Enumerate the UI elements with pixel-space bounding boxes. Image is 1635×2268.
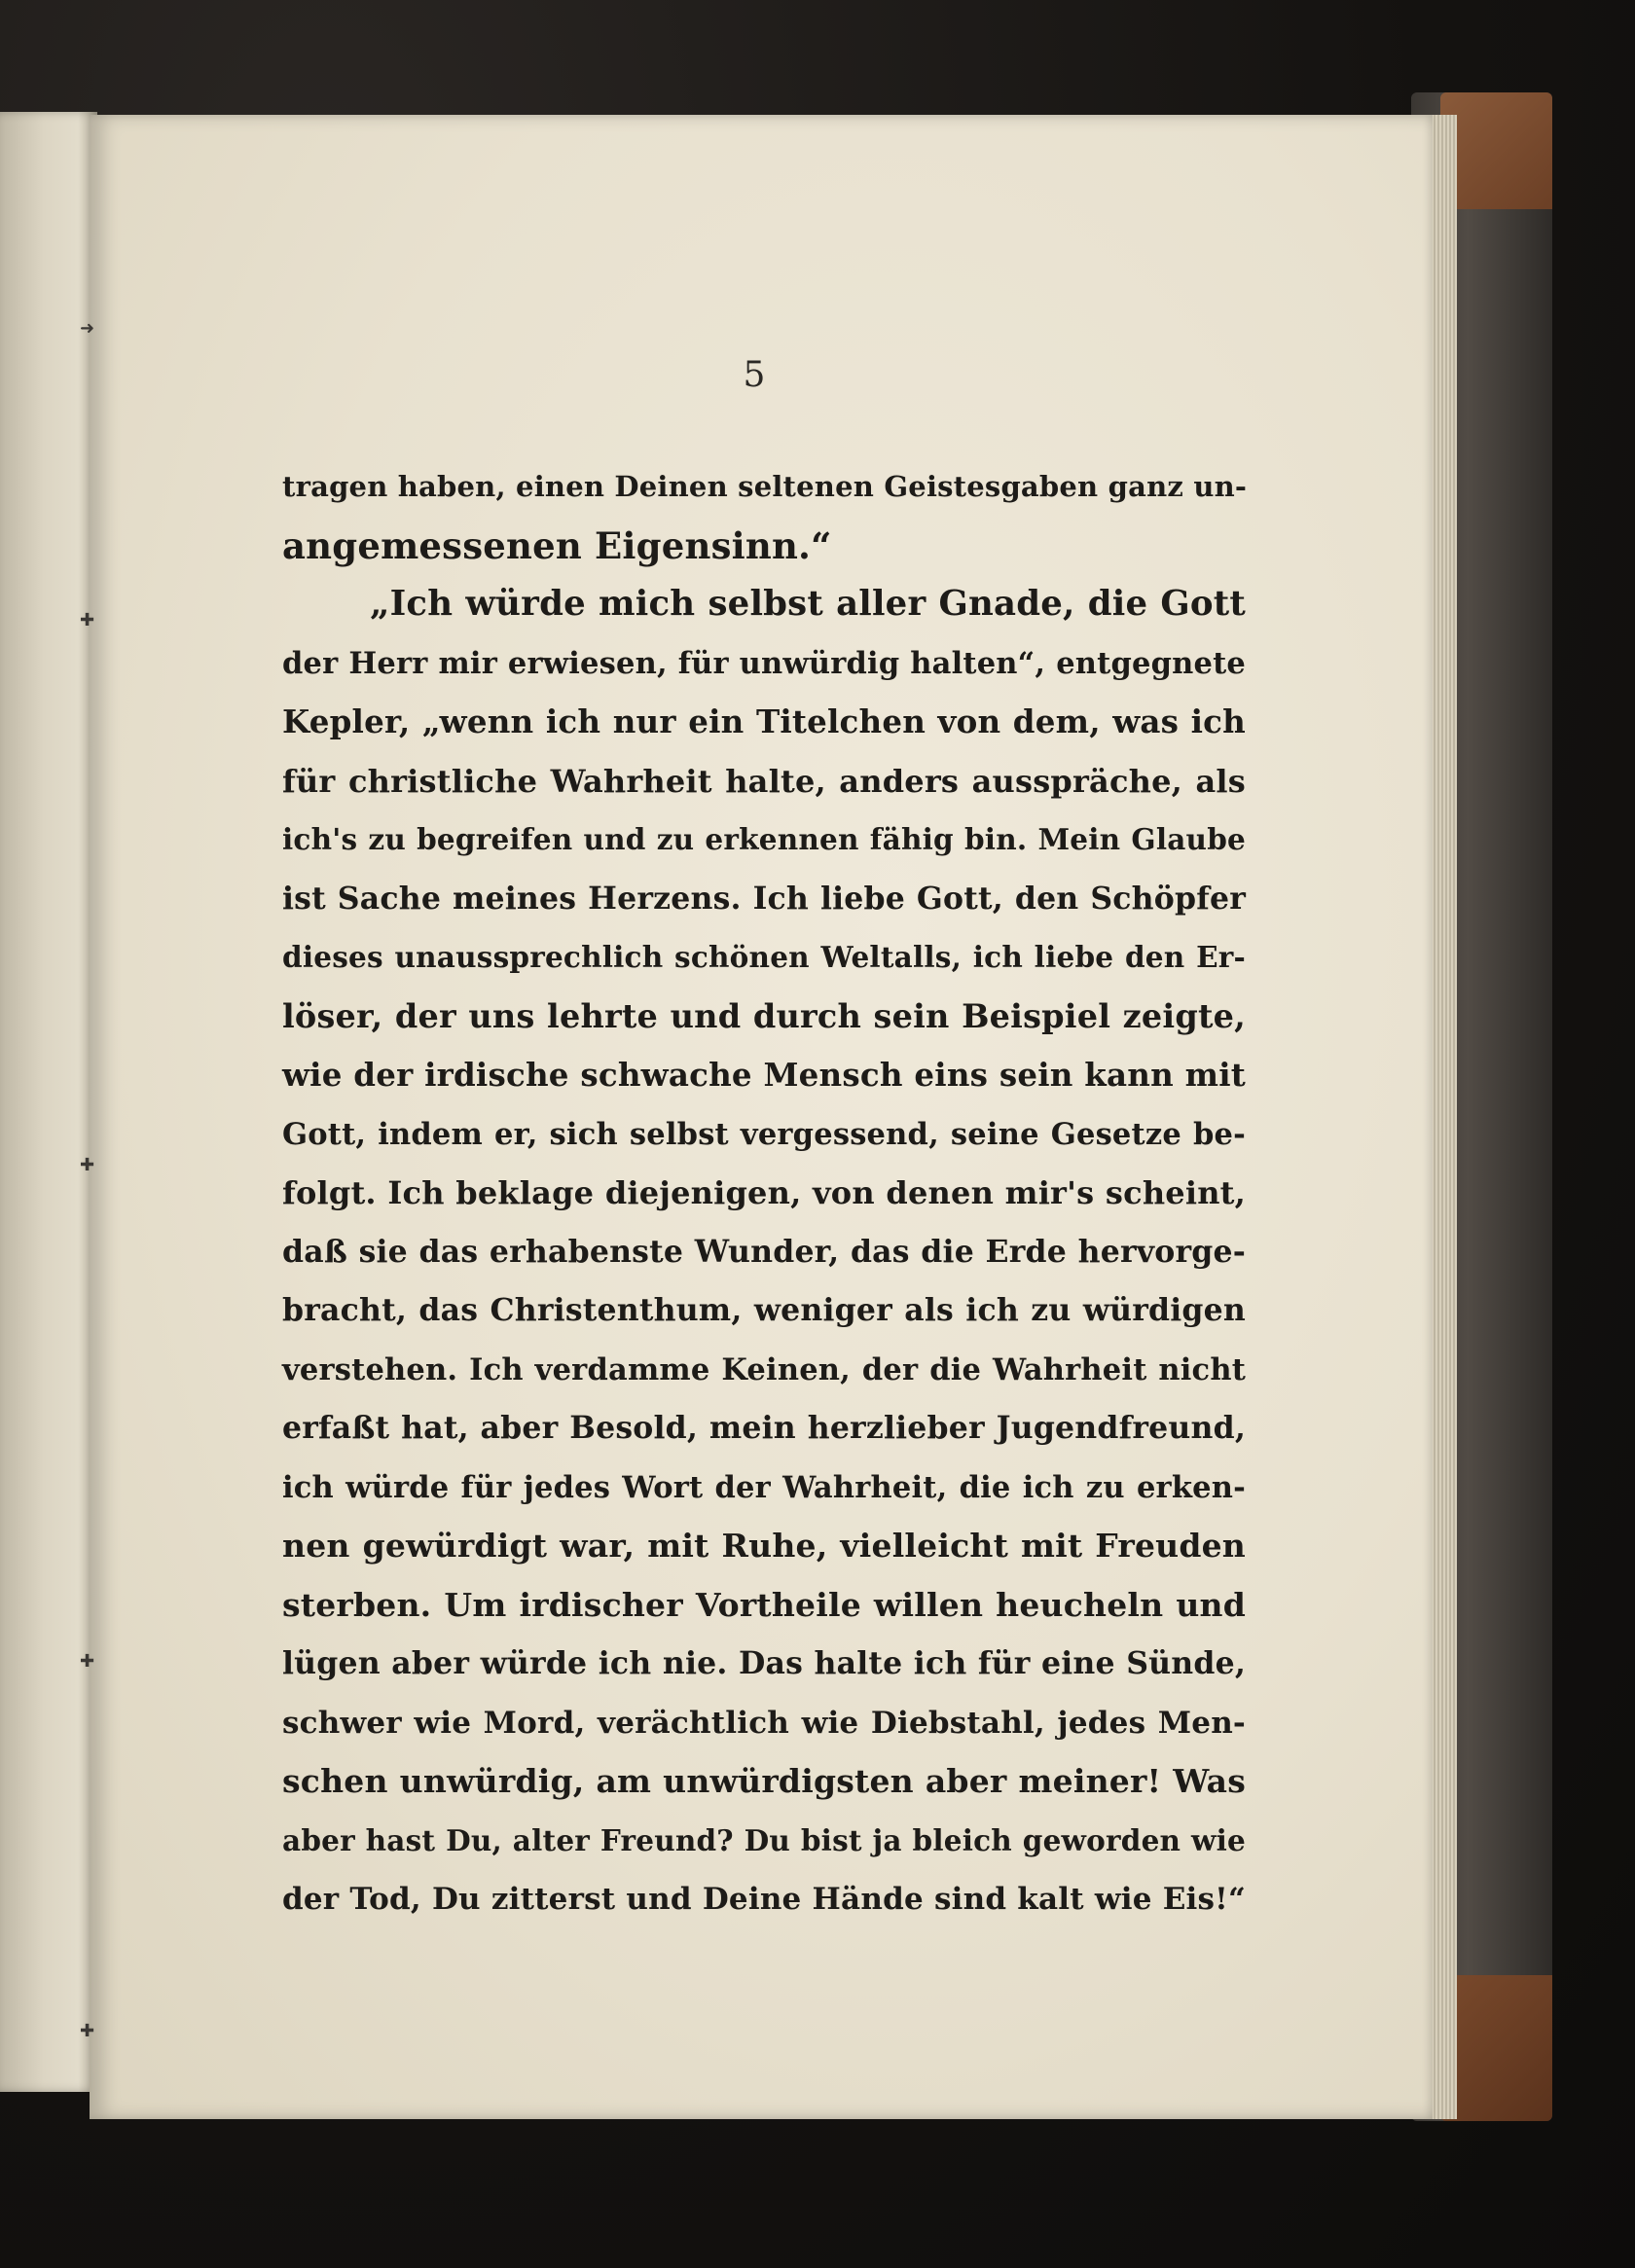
- text-line: bracht, das Christenthum, weniger als ich zu würdigen: [282, 1292, 1246, 1328]
- text-line: wie der irdische schwache Mensch eins sein kann mit: [282, 1056, 1246, 1094]
- text-line: löser, der uns lehrte und durch sein Beispiel zeigte,: [282, 996, 1246, 1035]
- text-line: der Tod, Du zitterst und Deine Hände sind kalt wie Eis!“: [282, 1882, 1246, 1917]
- text-line: der Herr mir erwiesen, für unwürdig halten“, entgegnete: [282, 645, 1246, 681]
- text-line: folgt. Ich beklage diejenigen, von denen mir's scheint,: [282, 1174, 1246, 1211]
- text-line: ich's zu begreifen und zu erkennen fähig bin. Mein Glaube: [282, 822, 1246, 856]
- text-line: Gott, indem er, sich selbst vergessend, seine Gesetze be-: [282, 1116, 1246, 1152]
- page-number: 5: [743, 355, 766, 395]
- text-line: erfaßt hat, aber Besold, mein herzlieber Jugendfreund,: [282, 1410, 1246, 1446]
- margin-cross-icon: ✚: [80, 2021, 95, 2041]
- text-line: sterben. Um irdischer Vortheile willen heucheln und: [282, 1585, 1246, 1624]
- text-line: für christliche Wahrheit halte, anders ausspräche, als: [282, 762, 1246, 800]
- text-line: Kepler, „wenn ich nur ein Titelchen von dem, was ich: [282, 702, 1246, 740]
- text-line: nen gewürdigt war, mit Ruhe, vielleicht mit Freuden: [282, 1527, 1246, 1565]
- text-line: schen unwürdig, am unwürdigsten aber meiner! Was: [282, 1762, 1246, 1800]
- text-line: angemessenen Eigensinn.“: [282, 523, 832, 567]
- margin-cross-icon: ✚: [80, 1651, 95, 1672]
- text-line: aber hast Du, alter Freund? Du bist ja bleich geworden wie: [282, 1822, 1246, 1857]
- margin-cross-icon: ✚: [80, 610, 95, 630]
- text-line: schwer wie Mord, verächtlich wie Diebstahl, jedes Men-: [282, 1705, 1246, 1741]
- text-line: „Ich würde mich selbst aller Gnade, die Gott: [370, 584, 1246, 624]
- text-line: verstehen. Ich verdamme Keinen, der die Wahrheit nicht: [282, 1351, 1246, 1387]
- previous-page-edge: [0, 112, 97, 2092]
- text-line: ist Sache meines Herzens. Ich liebe Gott, den Schöpfer: [282, 880, 1246, 917]
- margin-arrow-icon: ➜: [80, 318, 95, 339]
- text-line: dieses unaussprechlich schönen Weltalls, ich liebe den Er-: [282, 940, 1246, 974]
- cover-leather-corner-bottom: [1440, 1975, 1552, 2121]
- margin-cross-icon: ✚: [80, 1155, 95, 1175]
- text-line: tragen haben, einen Deinen seltenen Geistesgaben ganz un-: [282, 470, 1248, 503]
- text-line: daß sie das erhabenste Wunder, das die Erde hervorge-: [282, 1233, 1246, 1270]
- text-line: ich würde für jedes Wort der Wahrheit, die ich zu erken-: [282, 1469, 1246, 1505]
- page-text: [282, 457, 1246, 1929]
- cover-leather-corner-top: [1440, 92, 1552, 209]
- text-line: lügen aber würde ich nie. Das halte ich für eine Sünde,: [282, 1645, 1246, 1681]
